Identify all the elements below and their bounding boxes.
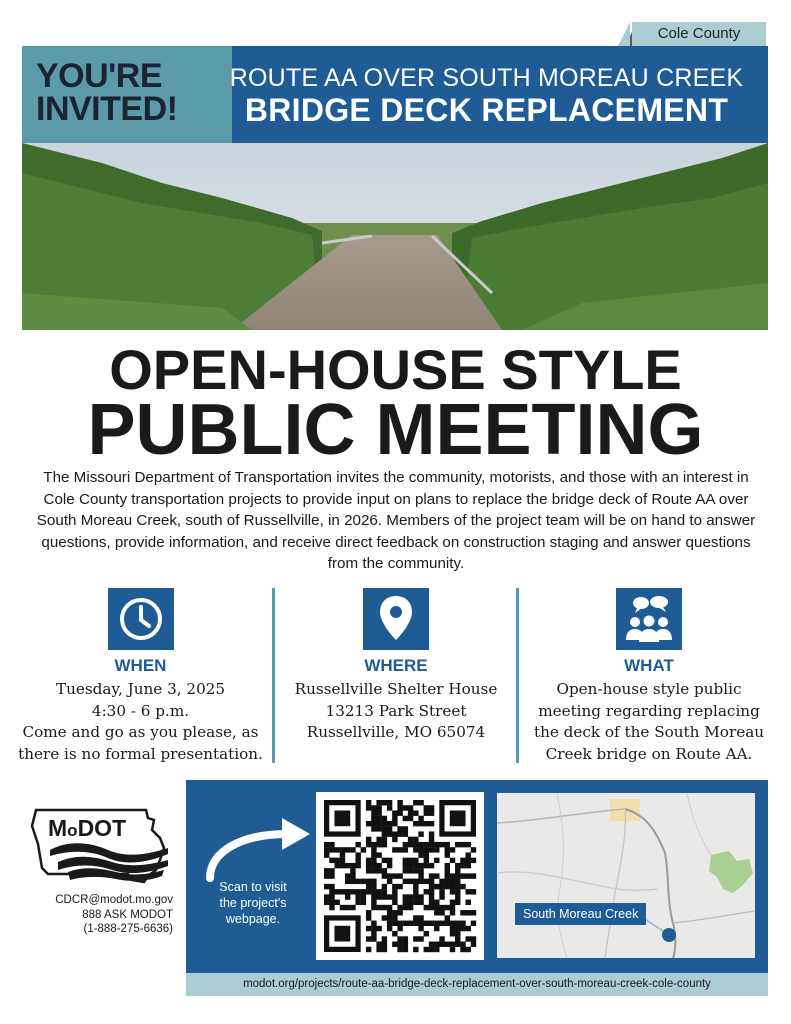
contact-phone-number: (1-888-275-6636) [83, 923, 173, 935]
what-details: Open-house style public meeting regarding replacing the deck of the South Moreau Creek bridge on Route AA. [533, 680, 765, 763]
scan-instructions: Scan to visit the project's webpage. [219, 880, 287, 926]
where-section [280, 588, 512, 744]
when-section [18, 588, 263, 765]
contact-phone: 888 ASK MODOT [82, 908, 173, 921]
when-heading: WHEN [114, 656, 167, 675]
modot-logo [28, 804, 176, 884]
what-section [526, 588, 772, 765]
people-discussion-icon [616, 588, 682, 650]
county-tab [618, 22, 766, 46]
county-label: Cole County [632, 22, 766, 46]
when-details: Tuesday, June 3, 2025 4:30 - 6 p.m. Come and go as you please, as there is no formal presentation. [18, 680, 263, 763]
road-photo [22, 143, 768, 330]
project-url[interactable]: modot.org/projects/route-aa-bridge-deck-replacement-over-south-moreau-creek-cole-county [186, 973, 768, 996]
contact-email[interactable]: CDCR@modot.mo.gov [55, 894, 173, 906]
arrow-icon [200, 812, 315, 882]
meeting-title-line1: OPEN-HOUSE STYLE [109, 338, 682, 401]
column-divider [516, 588, 519, 763]
intro-paragraph: The Missouri Department of Transportation invites the community, motorists, and those with an interest in Cole County transportation projects to provide input on plans to replace the bridge deck of Route AA over South Moreau Creek, south of Russellville, in 2026. Members of the project team will be on hand to answer questions, provide information, and receive direct feedback on construction staging and answer questions from the community. [36, 469, 756, 572]
project-title: BRIDGE DECK REPLACEMENT [244, 92, 729, 128]
clock-icon [108, 588, 174, 650]
where-heading: WHERE [364, 656, 428, 675]
route-title: ROUTE AA OVER SOUTH MOREAU CREEK [229, 64, 744, 92]
location-pin-icon [363, 588, 429, 650]
location-map [497, 793, 755, 958]
meeting-title-line2: PUBLIC MEETING [87, 390, 704, 470]
header-banner [22, 46, 768, 143]
contact-info [28, 893, 173, 937]
what-heading: WHAT [624, 656, 674, 675]
map-location-label: South Moreau Creek [515, 903, 646, 925]
svg-text:MoDOT: MoDOT [48, 815, 127, 841]
where-details: Russellville Shelter House 13213 Park Street Russellville, MO 65074 [294, 680, 498, 741]
column-divider [272, 588, 275, 763]
invited-heading: YOU'RE INVITED! [36, 57, 178, 128]
qr-code[interactable] [316, 792, 484, 960]
